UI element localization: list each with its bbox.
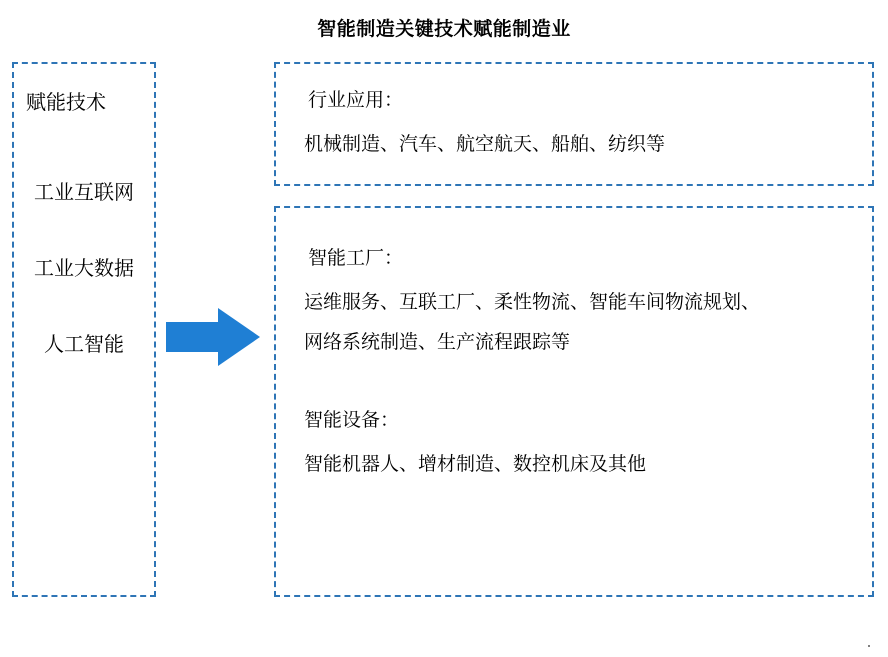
industry-application-heading: 行业应用：: [308, 90, 404, 111]
enabling-tech-label: 赋能技术: [26, 92, 106, 114]
smart-factory-line-1: 运维服务、互联工厂、柔性物流、智能车间物流规划、: [304, 292, 761, 313]
industry-application-panel: [274, 62, 874, 186]
smart-factory-panel: [274, 206, 874, 597]
industry-application-line-1: 机械制造、汽车、航空航天、船舶、纺织等: [304, 134, 666, 155]
enabling-technology-panel: [12, 62, 156, 597]
tech-item-industrial-big-data: 工业大数据: [34, 258, 134, 280]
smart-equipment-line-1: 智能机器人、增材制造、数控机床及其他: [304, 454, 647, 475]
page-title: 智能制造关键技术赋能制造业: [317, 19, 571, 40]
smart-factory-heading: 智能工厂：: [308, 248, 404, 269]
tech-item-artificial-intelligence: 人工智能: [44, 334, 124, 356]
smart-factory-line-2: 网络系统制造、生产流程跟踪等: [304, 332, 571, 353]
smart-equipment-heading: 智能设备：: [304, 410, 400, 431]
right-arrow-icon: [166, 306, 262, 368]
tech-item-industrial-internet: 工业互联网: [34, 182, 134, 204]
corner-mark: [868, 645, 870, 647]
